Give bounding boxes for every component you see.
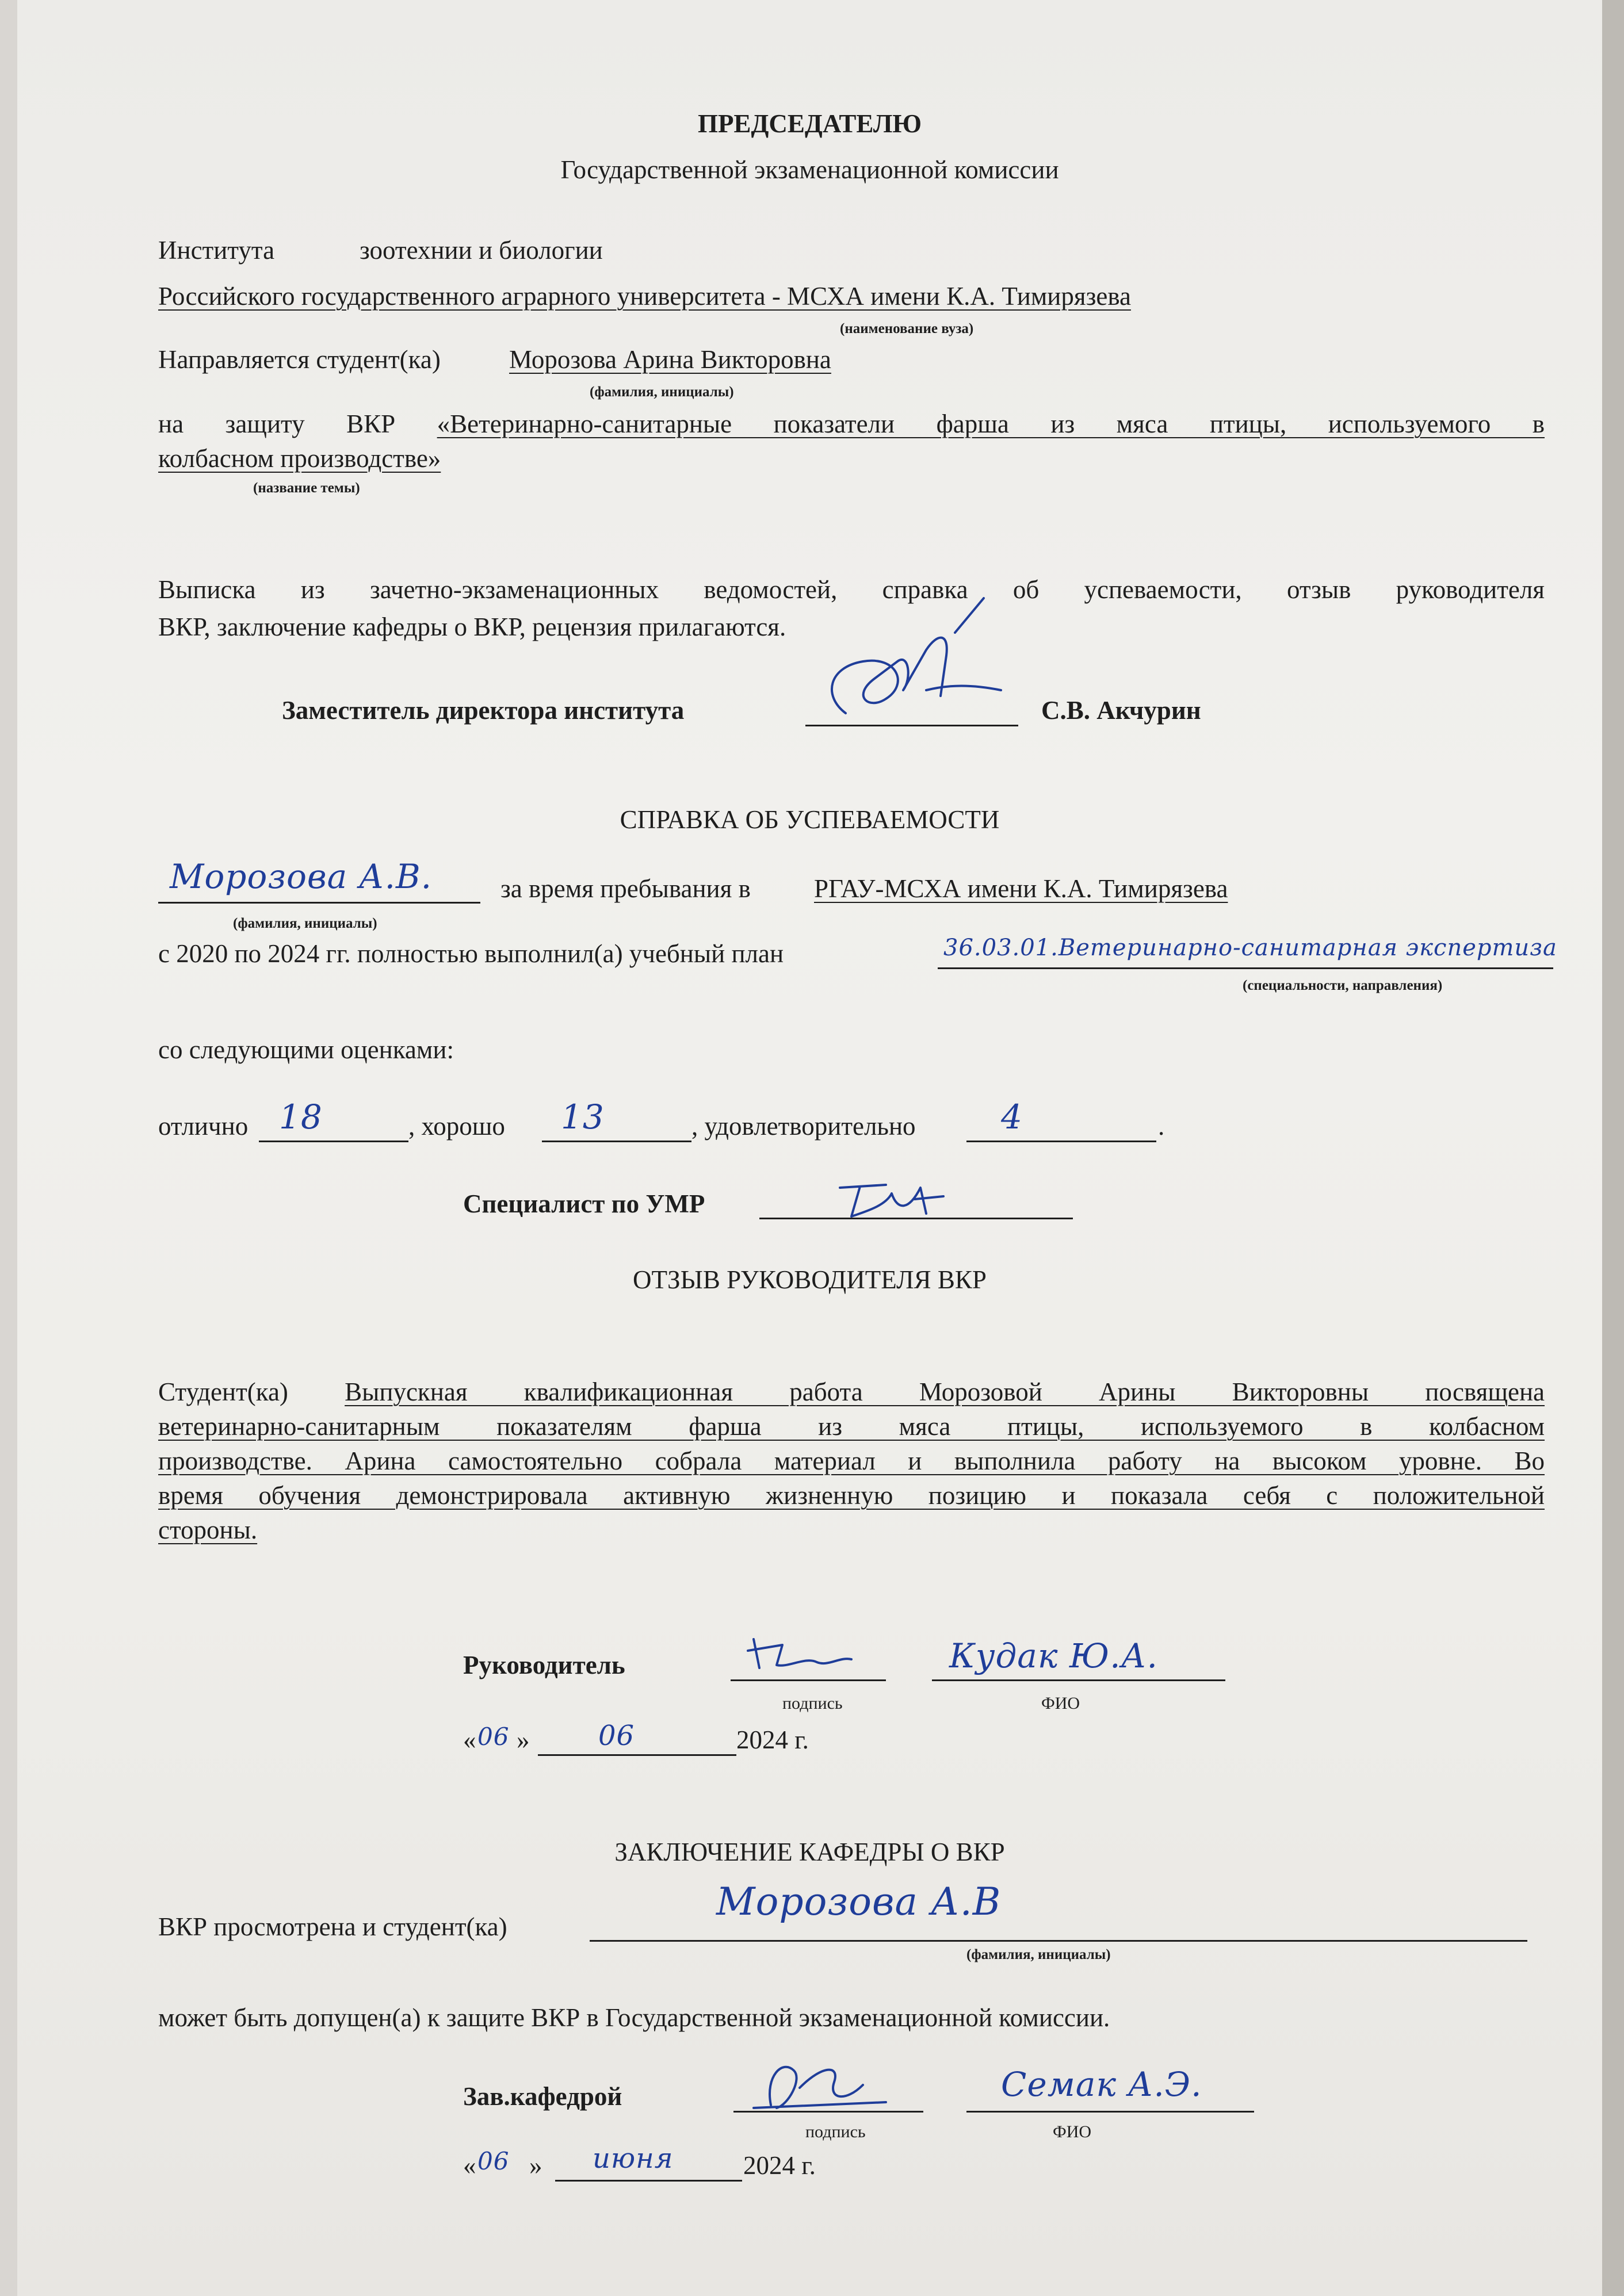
review-line-5: стороны.	[158, 1516, 258, 1544]
head-fio: Семак А.Э.	[1001, 2065, 1202, 2104]
specialist-signature	[834, 1170, 949, 1222]
thesis-caption: (название темы)	[253, 480, 360, 496]
head-signature-caption: подпись	[805, 2122, 866, 2141]
good-line	[542, 1141, 691, 1142]
deputy-signature	[811, 598, 1018, 736]
attachments-line-2: ВКР, заключение кафедры о ВКР, рецензия прилагаются.	[158, 613, 786, 641]
supervisor-label: Руководитель	[463, 1651, 625, 1679]
supervisor-fio-caption: ФИО	[1041, 1694, 1080, 1713]
thesis-title-part-2: колбасном производстве»	[158, 444, 441, 473]
review-date-open-quote: «	[463, 1725, 476, 1754]
good-count: 13	[561, 1097, 605, 1136]
specialty-caption: (специальности, направления)	[1243, 978, 1443, 993]
department-date-month: июня	[593, 2142, 674, 2175]
review-line-3: производстве. Арина самостоятельно собрала материал и выполнила работу на высоком уровне. Во	[158, 1447, 1545, 1475]
review-date-close-quote: »	[517, 1725, 530, 1754]
excellent-count: 18	[279, 1097, 323, 1136]
progress-name-caption: (фамилия, инициалы)	[233, 916, 377, 931]
supervisor-signature-caption: подпись	[782, 1694, 843, 1713]
supervisor-fio: Кудак Ю.А.	[949, 1636, 1158, 1675]
department-title: ЗАКЛЮЧЕНИЕ КАФЕДРЫ О ВКР	[614, 1838, 1005, 1866]
addressee-heading: ПРЕДСЕДАТЕЛЮ	[697, 109, 922, 138]
department-student-handwritten: Морозова А.В	[716, 1880, 1002, 1924]
grades-period: .	[1158, 1112, 1165, 1141]
deputy-name: С.В. Акчурин	[1041, 696, 1201, 725]
satisfactory-line	[966, 1141, 1156, 1142]
excellent-line	[259, 1141, 408, 1142]
page-edge-shadow	[1602, 0, 1624, 2296]
stay-text: за время пребывания в	[500, 874, 751, 903]
progress-title: СПРАВКА ОБ УСПЕВАЕМОСТИ	[620, 805, 1000, 834]
review-line-4: время обучения демонстрировала активную жизненную позицию и показала себя с положительной	[158, 1481, 1545, 1510]
student-caption: (фамилия, инициалы)	[590, 384, 734, 400]
department-date-day: 06	[477, 2147, 510, 2175]
department-student-line	[590, 1940, 1527, 1942]
good-label: , хорошо	[408, 1112, 505, 1141]
progress-name-line	[158, 902, 480, 904]
period-text: с 2020 по 2024 гг. полностью выполнил(а) учебный план	[158, 939, 784, 968]
thesis-title-part-1: «Ветеринарно-санитарные показатели фарша из мяса птицы, используемого в	[437, 410, 1545, 438]
review-date-month: 06	[598, 1720, 635, 1752]
attachments-line-1: Выписка из зачетно-экзаменационных ведомостей, справка об успеваемости, отзыв руководителя	[158, 575, 1545, 604]
specialty-handwritten: 36.03.01.Ветеринарно-санитарная экспертиза	[943, 935, 1557, 961]
specialist-label: Специалист по УМР	[463, 1189, 705, 1218]
head-fio-caption: ФИО	[1053, 2122, 1092, 2141]
excellent-label: отлично	[158, 1112, 249, 1141]
specialty-line	[938, 967, 1553, 969]
department-date-month-line	[555, 2180, 742, 2182]
university-caption: (наименование вуза)	[840, 321, 974, 336]
head-signature	[748, 2053, 897, 2117]
satisfactory-label: , удовлетворительно	[691, 1112, 916, 1141]
satisfactory-count: 4	[1001, 1097, 1023, 1136]
review-title: ОТЗЫВ РУКОВОДИТЕЛЯ ВКР	[633, 1265, 987, 1294]
review-date-day: 06	[477, 1723, 510, 1751]
university-name: Российского государственного аграрного университета - МСХА имени К.А. Тимирязева	[158, 282, 1131, 311]
head-fio-line	[966, 2111, 1254, 2113]
supervisor-signature	[742, 1633, 857, 1691]
commission-line: Государственной экзаменационной комиссии	[560, 155, 1059, 184]
review-line-2: ветеринарно-санитарным показателям фарша из мяса птицы, используемого в колбасном	[158, 1412, 1545, 1441]
review-date-month-line	[538, 1754, 736, 1756]
department-date-year: 2024 г.	[743, 2151, 816, 2180]
deputy-label: Заместитель директора института	[282, 696, 685, 725]
department-date-open-quote: «	[463, 2151, 476, 2180]
department-date-close-quote: »	[529, 2151, 542, 2180]
head-label: Зав.кафедрой	[463, 2082, 622, 2111]
institute-name: зоотехнии и биологии	[360, 236, 603, 265]
progress-name-handwritten: Морозова А.В.	[170, 857, 433, 896]
supervisor-fio-line	[932, 1679, 1225, 1681]
thesis-line-1: на защиту ВКР «Ветеринарно-санитарные показатели фарша из мяса птицы, используемого в	[158, 410, 1545, 438]
student-name: Морозова Арина Викторовна	[509, 345, 831, 374]
review-line-1: Студент(ка) Выпускная квалификационная работа Морозовой Арины Викторовны посвящена	[158, 1377, 1545, 1406]
review-date-year: 2024 г.	[736, 1725, 809, 1754]
university-short: РГАУ-МСХА имени К.А. Тимирязева	[814, 874, 1228, 903]
student-label: Направляется студент(ка)	[158, 345, 441, 374]
admitted-text: может быть допущен(а) к защите ВКР в Государственной экзаменационной комиссии.	[158, 2003, 1110, 2032]
document-page	[17, 0, 1602, 2296]
department-name-caption: (фамилия, инициалы)	[966, 1947, 1111, 1962]
institute-label: Института	[158, 236, 275, 265]
reviewed-text: ВКР просмотрена и студент(ка)	[158, 1912, 507, 1941]
grades-intro: со следующими оценками:	[158, 1035, 454, 1064]
